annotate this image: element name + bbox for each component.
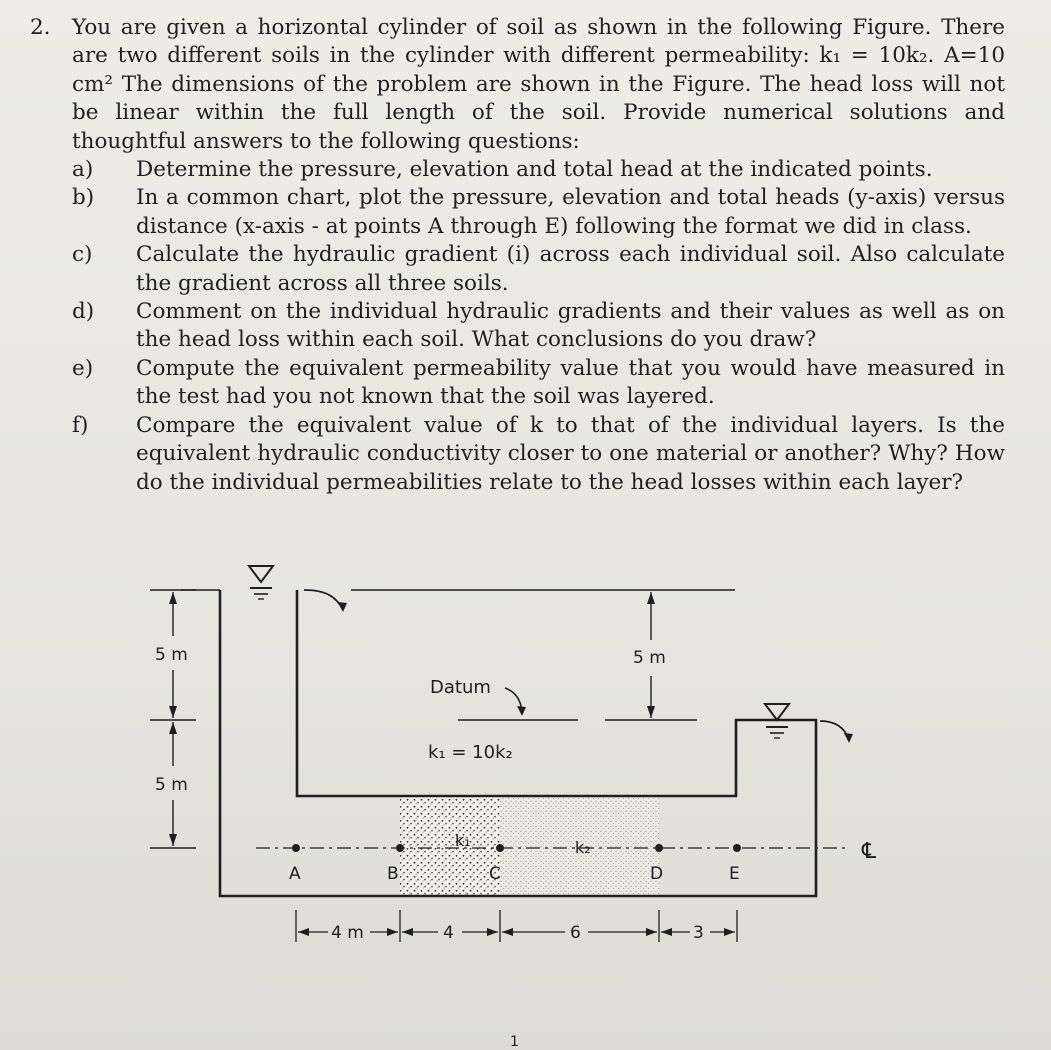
part-text: Determine the pressure, elevation and total head at the indicated points. <box>136 157 933 183</box>
soil-1-label: k₁ <box>455 831 471 850</box>
part-label: e) <box>72 355 94 381</box>
dim-right: 5 m <box>633 648 666 668</box>
part-text: In a common chart, plot the pressure, elevation and total heads (y-axis) versus distance (x-axis - at points A through E) following the format we did in class. <box>136 185 1005 239</box>
left-overflow-arrow <box>304 590 343 610</box>
part-text: Compare the equivalent value of k to that of the individual layers. Is the equivalent hydraulic conductivity closer to one material or another? Why? How do the individual permeabilities relate to the head losses within each layer? <box>136 412 1005 495</box>
stem-line-1: You are given a horizontal cylinder of soil as shown in the following Figure. There are <box>72 15 1005 69</box>
dim-left-top: 5 m <box>155 645 188 665</box>
dim-left-bottom: 5 m <box>155 775 188 795</box>
point-d-label: D <box>650 864 664 884</box>
centerline-symbol: ℄ <box>862 839 877 864</box>
left-water-triangle <box>249 566 273 582</box>
soil-1 <box>400 796 500 895</box>
page-number: 1 <box>510 1034 519 1050</box>
part-text: Comment on the individual hydraulic gradients and their values as well as on the head loss within each soil. What conclusions do you draw? <box>136 299 1005 353</box>
part-text: Calculate the hydraulic gradient (i) across each individual soil. Also calculate the gradient across all three soils. <box>136 242 1005 296</box>
dim-bottom-ab: 4 m <box>331 923 364 943</box>
point-b-label: B <box>387 864 399 884</box>
part-label: d) <box>72 299 95 325</box>
point-a-marker <box>292 844 300 852</box>
point-a-label: A <box>289 864 301 884</box>
dim-bottom-de: 3 <box>693 923 704 943</box>
part-label: b) <box>72 185 95 211</box>
stem-line-4: within the full length of the soil. Provide numerical solutions and thoughtful answers to <box>72 100 1005 154</box>
point-e-label: E <box>729 864 740 884</box>
part-label: f) <box>72 412 89 438</box>
dim-bottom-bc: 4 <box>443 923 454 943</box>
datum-label: Datum <box>430 677 491 698</box>
dim-bottom-cd: 6 <box>570 923 581 943</box>
right-overflow-arrow <box>820 721 849 740</box>
point-e-marker <box>733 844 741 852</box>
stem-line-2: two different soils in the cylinder with different permeability: k₁ = 10k₂. A=10 cm² <box>72 43 1005 97</box>
point-d-marker <box>655 844 663 852</box>
right-water-triangle <box>765 704 789 720</box>
permeability-relation: k₁ = 10k₂ <box>428 742 513 763</box>
soil-2-label: k₂ <box>575 838 591 857</box>
stem-line-5: the following questions: <box>318 128 580 154</box>
part-label: c) <box>72 242 93 268</box>
part-text: Compute the equivalent permeability value that you would have measured in the test had you not known that the soil was layered. <box>136 355 1005 410</box>
point-c-label: C <box>489 864 501 884</box>
problem-number: 2. <box>30 15 51 40</box>
point-c-marker <box>496 844 504 852</box>
stem-line-3: The dimensions of the problem are shown in the Figure. The head loss will not be linear <box>72 71 1005 126</box>
point-b-marker <box>396 844 404 852</box>
part-label: a) <box>72 157 94 183</box>
